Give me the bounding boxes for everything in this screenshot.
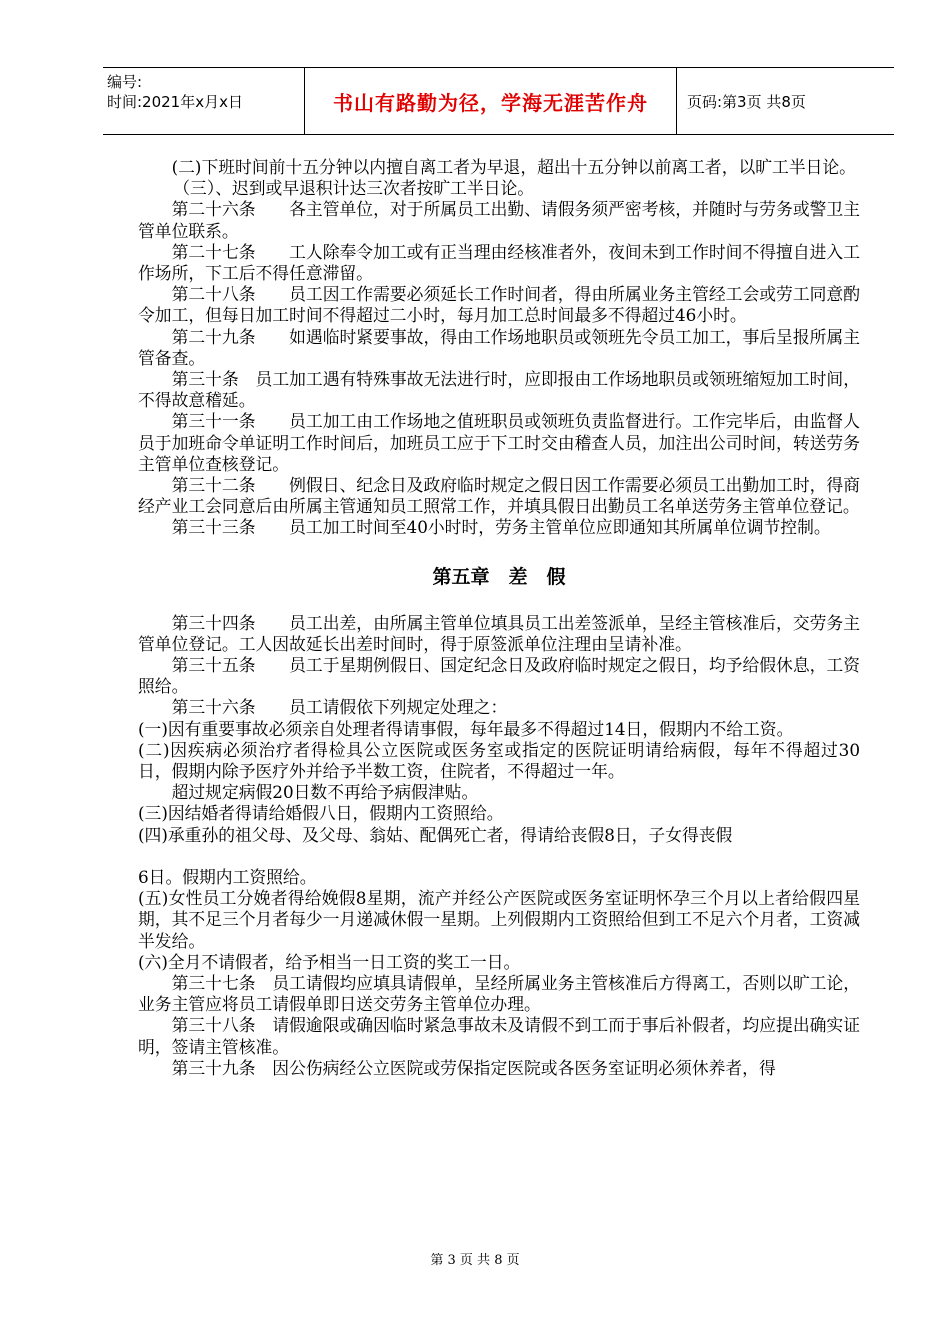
paragraph: (二)下班时间前十五分钟以内擅自离工者为早退，超出十五分钟以前离工者，以旷工半日论。 <box>171 157 856 177</box>
article-28: 第二十八条 员工因工作需要必须延长工作时间者，得由所属业务主管经工会或劳工同意酌令加工，但每日加工时间不得超过二小时，每月加工总时间最多不得超过46小时。 <box>138 284 860 326</box>
article-31: 第三十一条 员工加工由工作场地之值班职员或领班负责监督进行。工作完毕后，由监督人员于加班命令单证明工作时间后，加班员工应于下工时交由稽查人员，加注出公司时间，转送劳务主管单位查核登记。 <box>138 411 860 474</box>
header-page-number: 页码:第3页 共8页 <box>687 92 806 111</box>
list-item: (二)因疾病必须治疗者得检具公立医院或医务室或指定的医院证明请给病假，每年不得超过30日，假期内除予医疗外并给予半数工资，住院者，不得超过一年。 <box>138 739 860 782</box>
header-meta <box>103 68 304 134</box>
list-item: (一)因有重要事故必须亲自处理者得请事假，每年最多不得超过14日，假期内不给工资。 <box>138 718 794 739</box>
article-33: 第三十三条 员工加工时间至40小时时，劳务主管单位应即通知其所属单位调节控制。 <box>171 517 831 538</box>
article-29: 第二十九条 如遇临时紧要事故，得由工作场地职员或领班先令员工加工，事后呈报所属主管备查。 <box>138 326 860 368</box>
paragraph: 超过规定病假20日数不再给予病假津贴。 <box>171 782 479 803</box>
paragraph: （三）、迟到或早退积计达三次者按旷工半日论。 <box>173 178 535 199</box>
list-item: (五)女性员工分娩者得给娩假8星期，流产并经公产医院或医务室证明怀孕三个月以上者给假四星期，其不足三个月者每少一月递减休假一星期。上列假期内工资照给但到工不足六个月者，工资减半发给。 <box>138 888 860 951</box>
list-item: (四)承重孙的祖父母、及父母、翁姑、配偶死亡者，得请给丧假8日，子女得丧假 <box>138 824 733 845</box>
article-37: 第三十七条 员工请假均应填具请假单，呈经所属业务主管核准后方得离工，否则以旷工论，业务主管应将员工请假单即日送交劳务主管单位办理。 <box>138 972 860 1015</box>
article-38: 第三十八条 请假逾限或确因临时紧急事故未及请假不到工而于事后补假者，均应提出确实证明，签请主管核准。 <box>138 1015 860 1057</box>
article-30: 第三十条 员工加工遇有特殊事故无法进行时，应即报由工作场地职员或领班缩短加工时间，不得故意稽延。 <box>138 369 860 411</box>
article-36: 第三十六条 员工请假依下列规定处理之： <box>171 697 508 718</box>
document-body <box>138 157 860 1079</box>
article-32: 第三十二条 例假日、纪念日及政府临时规定之假日因工作需要必须员工出勤加工时，得商经产业工会同意后由所属主管通知员工照常工作，并填具假日出勤员工名单送劳务主管单位登记。 <box>138 475 860 517</box>
list-item: (六)全月不请假者，给予相当一日工资的奖工一日。 <box>138 951 521 972</box>
header-page-cell <box>677 68 894 134</box>
document-number-label: 编号: <box>107 73 143 91</box>
chapter-title: 第五章 差 假 <box>432 565 566 588</box>
article-34: 第三十四条 员工出差，由所属主管单位填具员工出差签派单，呈经主管核准后，交劳务主管单位登记。工人因故延长出差时间时，得于原签派单位注理由呈请补准。 <box>138 612 860 654</box>
header-motto-cell <box>304 68 677 134</box>
list-item: (三)因结婚者得请给婚假八日，假期内工资照给。 <box>138 803 504 824</box>
header-motto: 书山有路勤为径，学海无涯苦作舟 <box>333 90 648 115</box>
page-header <box>103 67 894 135</box>
article-27: 第二十七条 工人除奉令加工或有正当理由经核准者外，夜间未到工作时间不得擅自进入工作场所，下工后不得任意滞留。 <box>138 241 860 284</box>
paragraph: 6日。假期内工资照给。 <box>138 866 317 887</box>
document-time-label: 时间:2021年x月x日 <box>107 93 243 111</box>
article-35: 第三十五条 员工于星期例假日、国定纪念日及政府临时规定之假日，均予给假休息，工资照给。 <box>138 655 860 697</box>
article-26: 第二十六条 各主管单位，对于所属员工出勤、请假务须严密考核，并随时与劳务或警卫主管单位联系。 <box>138 199 860 241</box>
page-footer: 第 3 页 共 8 页 <box>430 1253 520 1268</box>
article-39: 第三十九条 因公伤病经公立医院或劳保指定医院或各医务室证明必须休养者，得 <box>171 1057 776 1078</box>
